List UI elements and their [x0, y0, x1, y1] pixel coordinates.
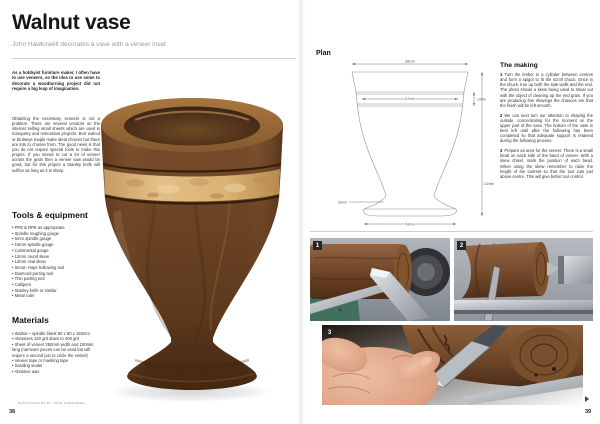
step-photo-1: [310, 238, 450, 321]
page-gutter: [297, 0, 305, 424]
materials-item: • Abrasive wax: [12, 369, 102, 374]
plan-dim-height: 110mm: [483, 182, 495, 186]
photo-number-badge: 2: [457, 241, 466, 250]
photo-credit: PHOTOGRAPHS BY JOHN HAWKSWELL: [18, 401, 87, 405]
page-number-right: 39: [585, 409, 592, 415]
step-number: 2: [500, 112, 503, 118]
photo-number-badge: 3: [325, 328, 334, 337]
step-photo-2: [454, 238, 593, 321]
plan-dim-base-width: 54mm: [405, 222, 415, 227]
tools-heading: Tools & equipment: [12, 210, 88, 220]
tools-item: • 12mm oval skew: [12, 259, 102, 265]
materials-list: [12, 331, 102, 374]
intro-lead: As a hobbyist furniture maker, I often have to use veneers, so the idea to use some to decorate a woodturning project did not require a big leap of imagination.: [12, 70, 100, 92]
article-continues-arrow-icon: [585, 396, 589, 402]
materials-item: • Sheet of veneer 250mm width and 100mm long (narrower pieces can be used but will require a second join to circle the vessel): [12, 342, 102, 358]
making-step-3: [500, 148, 593, 179]
intro-body: Obtaining the necessary veneers is not a problem. There are several vendors on the internet selling small sheets which are used in marquetry and restoration projects. Burr walnut or birdseye maple make ideal choices but there are lots to choose from. The good news is that you do not require special tools to make this project. If you intend to cut a lot of veneer across the grain then a veneer saw would be good, but for this project a Stanley knife will suffice as long as it is sharp.: [12, 116, 100, 173]
tools-list: [12, 225, 102, 299]
hero-vase-photo: [95, 90, 290, 420]
title-divider: [12, 58, 296, 59]
materials-item: • Sanding sealer: [12, 363, 102, 368]
plan-dim-band-width: 67mm: [405, 97, 415, 102]
step-text: We can next turn our attention to shaping the outside, concentrating for the moment on the upper part of the vase. The bottom of the vase is best left until after the hollowing has been completed so that adequate support is retained during the following process.: [500, 112, 593, 144]
step-number: 1: [500, 72, 503, 77]
materials-item: • Walnut – spindle blank 80 x 80 x 150mm: [12, 331, 102, 336]
materials-item: • Veneer tape or masking tape: [12, 358, 102, 363]
plan-heading: Plan: [316, 50, 331, 57]
step-text: Turn the timber to a cylinder between centres and form a spigot to fit the scroll chuck. Once in the chuck, true up both the side walls and the end. The photo shows a skew being used to shear cut with the object of cleaning up the end grain. If you are producing fine shavings the chances are that the finish will be left smooth.: [500, 72, 593, 108]
tools-item: • Simon Hope hollowing tool: [12, 265, 102, 271]
materials-item: • Abrasives 120 grit down to 400 grit: [12, 336, 102, 341]
page-number-left: 38: [9, 409, 16, 415]
tools-item: • Continental gouge: [12, 248, 102, 254]
plan-dim-top-width: 68mm: [405, 59, 415, 64]
tools-item: • Callipers: [12, 282, 102, 288]
step-number: 3: [500, 148, 503, 154]
plan-dim-band-height: 10mm: [477, 97, 487, 102]
making-step-2: [500, 113, 593, 144]
step-text: Prepare an area for the veneer. There is a small bead on each side of the band of veneer. With a skew chisel, mark the position of each bead. When using the skew remember to raise the height of the toolrest so that the tool cuts just above centre. This will give better tool control.: [500, 148, 593, 179]
tools-item: • 6mm spindle gouge: [12, 236, 102, 242]
tools-item: • 10mm spindle gouge: [12, 242, 102, 248]
materials-heading: Materials: [12, 315, 49, 325]
article-standfirst: John Hawkswell decorates a vase with a veneer inset: [12, 41, 166, 48]
making-step-1: [500, 72, 593, 108]
tools-item: • Spindle roughing gouge: [12, 231, 102, 237]
tools-item: • 12mm round skew: [12, 254, 102, 260]
tools-item: • PPE & RPE as appropriate: [12, 225, 102, 231]
photo-number-badge: 1: [313, 241, 322, 250]
tools-item: • Thin parting tool: [12, 276, 102, 282]
making-heading: The making: [500, 62, 538, 69]
tools-item: • Diamond parting tool: [12, 271, 102, 277]
plan-drawing: [322, 56, 497, 231]
tools-item: • Metal ruler: [12, 293, 102, 299]
step-photo-3: [322, 325, 583, 405]
tools-item: • Stanley knife or similar: [12, 288, 102, 294]
making-column: [500, 62, 593, 183]
plan-dim-stem: 22mm: [337, 200, 347, 205]
page-title: Walnut vase: [12, 11, 131, 34]
photos-divider: [310, 231, 593, 232]
